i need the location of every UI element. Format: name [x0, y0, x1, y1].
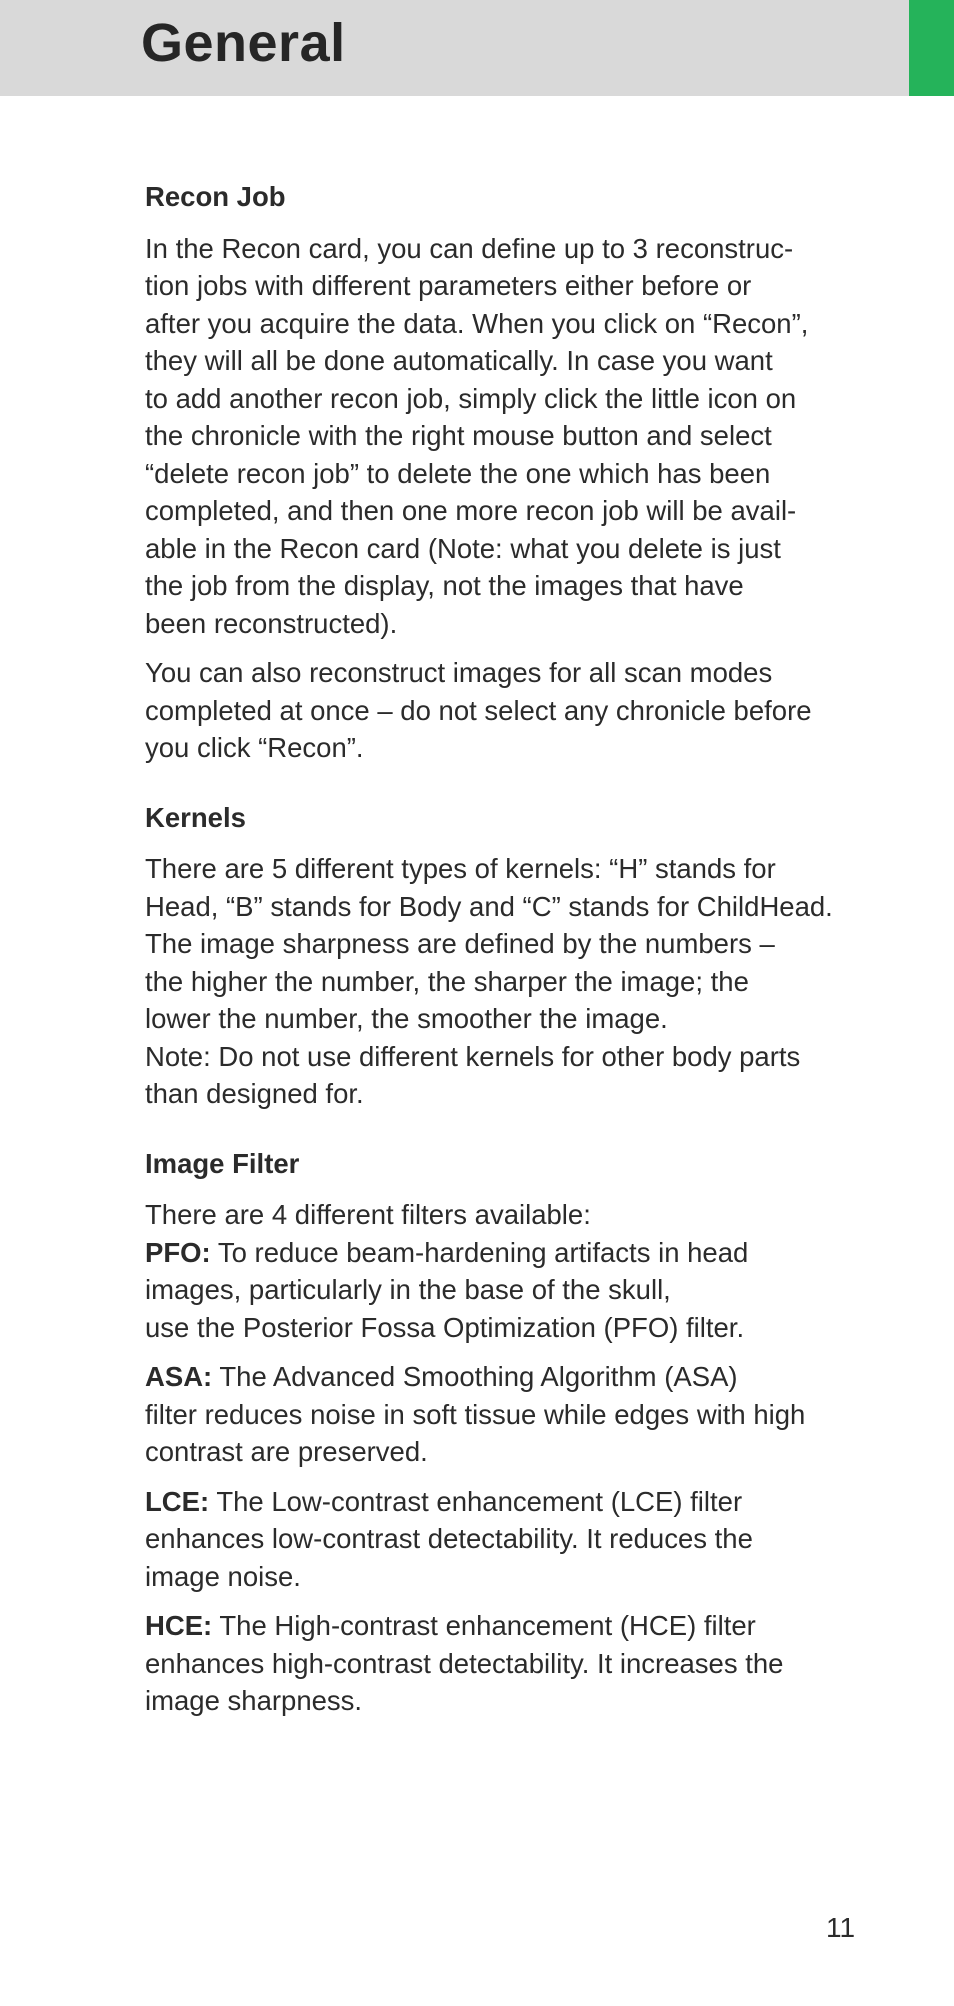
kernels-heading: Kernels: [145, 801, 246, 833]
filter-entry-asa: [145, 1358, 865, 1471]
filter-entry-pfo: [145, 1234, 865, 1347]
filter-entry-hce: [145, 1607, 865, 1720]
recon-job-paragraph: In the Recon card, you can define up to 3 reconstruc- tion jobs with different parameters either before or after you acquire the data. When you click on “Recon”, they will all be done automatically. In case you want to add another recon job, simply click the little icon on the chronicle with the right mouse button and select “delete recon job” to delete the one which has been completed, and then one more recon job will be avail- able in the Recon card (Note: what you delete is just the job from the display, not the images that have been reconstructed).: [145, 232, 809, 639]
kernels-paragraph: There are 5 different types of kernels: “H” stands for Head, “B” stands for Body and “C” stands for ChildHead. The image sharpness are defined by the numbers – the higher the number, the sharper the image; the lower the number, the smoother the image. Note: Do not use different kernels for other body parts than designed for.: [145, 853, 833, 1109]
filter-term: PFO:: [145, 1236, 211, 1268]
filter-term: ASA:: [145, 1361, 213, 1392]
filter-description: The Advanced Smoothing Algorithm (ASA) filter reduces noise in soft tissue while edges with high contrast are preserved.: [145, 1361, 806, 1467]
page-number: 11: [826, 1912, 856, 1943]
filter-term: HCE:: [145, 1610, 213, 1641]
filter-description: The Low-contrast enhancement (LCE) filter enhances low-contrast detectability. It reduces the image noise.: [145, 1485, 753, 1592]
recon-job-paragraph: You can also reconstruct images for all scan modes completed at once – do not select any chronicle before you click “Recon”.: [145, 657, 812, 763]
filter-term: LCE:: [145, 1485, 210, 1517]
page-title: General: [141, 13, 346, 73]
filter-description: The High-contrast enhancement (HCE) filter enhances high-contrast detectability. It increases the image sharpness.: [145, 1610, 784, 1716]
image-filter-intro: There are 4 different filters available:: [145, 1199, 591, 1230]
content-column: [145, 178, 865, 1732]
image-filter-heading: Image Filter: [145, 1147, 300, 1179]
filter-entry-lce: [145, 1483, 865, 1596]
section-accent-tab: [909, 0, 954, 96]
recon-job-heading: Recon Job: [145, 181, 286, 212]
filter-description: To reduce beam-hardening artifacts in head images, particularly in the base of the skull, use the Posterior Fossa Optimization (PFO) filter.: [145, 1236, 749, 1343]
